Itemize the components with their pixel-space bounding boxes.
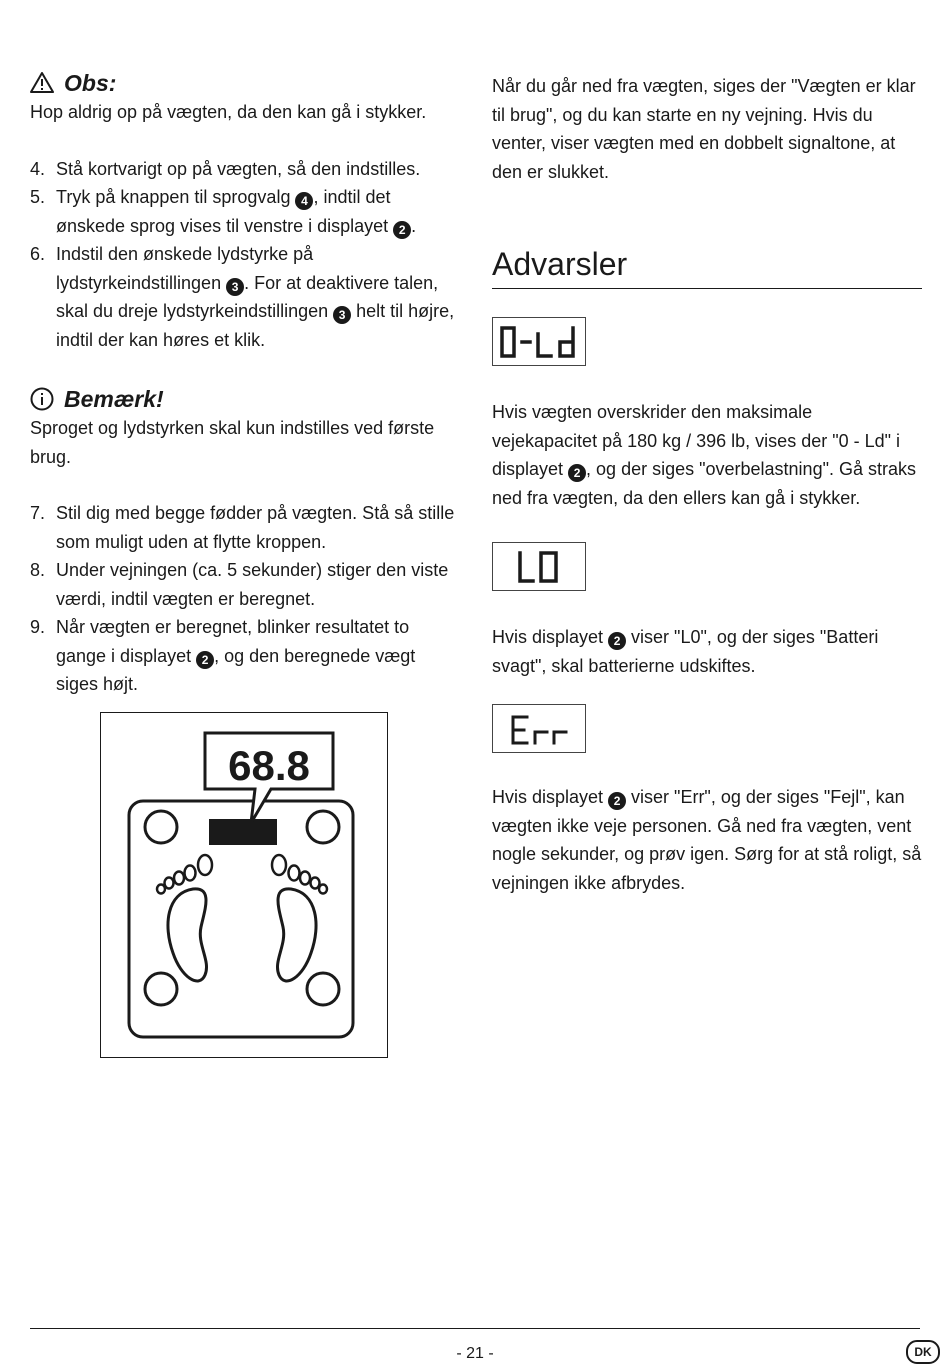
text-segment: , og den beregnede vægt siges højt.: [56, 645, 416, 694]
warning-battery-text: [492, 623, 922, 680]
text-segment: , indtil det ønskede sprog vises til venstre i displayet: [56, 187, 394, 236]
step-number: 5.: [30, 187, 46, 207]
bemaerk-title: Bemærk!: [64, 386, 164, 412]
reference-number-badge: 3: [333, 306, 351, 324]
text-segment: Under vejningen (ca. 5 sekunder) stiger den viste værdi, indtil vægten er beregnet.: [56, 560, 449, 609]
right-column: [492, 72, 922, 897]
lcd-overload-glyphs: [493, 318, 585, 365]
bemaerk-heading: [30, 384, 460, 414]
reference-number-badge: 2: [608, 632, 626, 650]
country-badge: DK: [906, 1340, 940, 1364]
step-number: 8.: [30, 560, 46, 580]
scale-drawing: [101, 713, 387, 1057]
warning-icon: [30, 71, 54, 95]
info-icon: [30, 387, 54, 411]
steps-list-a: [30, 155, 460, 355]
reference-number-badge: 4: [295, 192, 313, 210]
obs-title: Obs:: [64, 70, 117, 96]
step-item: [30, 499, 460, 556]
step-number: 4.: [30, 158, 46, 179]
intro-text: Når du går ned fra vægten, siges der "Vægten er klar til brug", og du kan starte en ny vejning. Hvis du venter, viser vægten med en dobbelt signaltone, at den er slukket.: [492, 76, 916, 182]
reference-number-badge: 2: [196, 651, 214, 669]
lcd-error: [492, 704, 586, 753]
text-segment: Stil dig med begge fødder på vægten. Stå så stille som muligt uden at flytte kroppen.: [56, 503, 455, 552]
obs-text: Hop aldrig op på vægten, da den kan gå i stykker.: [30, 102, 427, 122]
step-item: [30, 613, 460, 699]
step-number: 7.: [30, 503, 46, 523]
lcd-low-battery-glyphs: [493, 543, 585, 590]
text-segment: Hvis vægten overskrider den maksimale vejekapacitet på 180 kg / 396 lb, vises der "0 - Ld" i displayet: [492, 402, 901, 479]
text-segment: Hvis displayet: [492, 627, 609, 647]
text-segment: . For at deaktivere talen, skal du dreje lydstyrkeindstillingen: [56, 272, 439, 321]
text-segment: viser "Err", og der siges "Fejl", kan vægten ikke veje personen. Gå ned fra vægten, vent nogle sekunder, og prøv igen. Sørg for at stå roligt, så vejningen ikke afbrydes.: [492, 787, 922, 893]
text-segment: Indstil den ønskede lydstyrke på lydstyrkeindstillingen: [56, 244, 314, 293]
reference-number-badge: 2: [608, 792, 626, 810]
left-column: [30, 68, 460, 699]
lcd-error-glyphs: [493, 705, 585, 752]
bemaerk-text: Sproget og lydstyrken skal kun indstilles ved første brug.: [30, 418, 435, 467]
step-item: [30, 155, 460, 184]
scale-readout: 68.8: [228, 742, 310, 789]
steps-list-b: [30, 499, 460, 699]
scale-illustration: [100, 712, 388, 1058]
text-segment: Tryk på knappen til sprogvalg: [56, 187, 296, 207]
text-segment: Når vægten er beregnet, blinker resultatet to gange i displayet: [56, 617, 410, 666]
text-segment: helt til højre, indtil der kan høres et klik.: [56, 301, 455, 350]
step-item: [30, 556, 460, 613]
lcd-overload: [492, 317, 586, 366]
footer-rule: [30, 1328, 920, 1329]
reference-number-badge: 2: [393, 221, 411, 239]
text-segment: .: [411, 215, 417, 236]
reference-number-badge: 2: [568, 464, 586, 482]
obs-heading: [30, 68, 460, 98]
warning-overload-text: [492, 398, 922, 512]
text-segment: Stå kortvarigt op på vægten, så den indstilles.: [56, 158, 421, 179]
step-number: 6.: [30, 244, 46, 264]
text-segment: , og der siges "overbelastning". Gå straks ned fra vægten, da den ellers kan gå i stykker.: [492, 459, 916, 508]
page-number: - 21 -: [456, 1345, 494, 1362]
step-item: [30, 240, 460, 354]
lcd-low-battery: [492, 542, 586, 591]
section-title: Advarsler: [492, 244, 922, 289]
step-number: 9.: [30, 617, 46, 637]
text-segment: viser "L0", og der siges "Batteri svagt", skal batterierne udskiftes.: [492, 627, 879, 676]
step-item: [30, 183, 460, 240]
warning-error-text: [492, 783, 922, 897]
reference-number-badge: 3: [226, 278, 244, 296]
text-segment: Hvis displayet: [492, 787, 609, 807]
